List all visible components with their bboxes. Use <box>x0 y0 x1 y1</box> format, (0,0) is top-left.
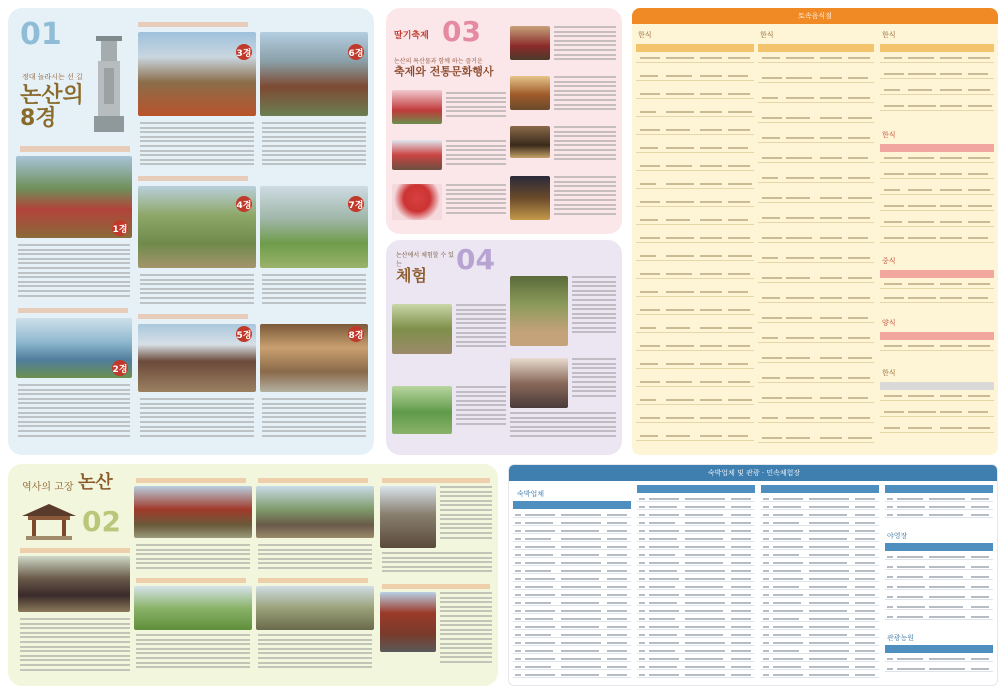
caption-history-6 <box>382 478 490 483</box>
food-section-label: 한식 <box>760 31 774 39</box>
badge-3: 3경 <box>236 44 252 60</box>
caption-history-1 <box>20 548 130 553</box>
food-table-header <box>880 44 994 52</box>
badge-5: 5경 <box>236 326 252 342</box>
food-table-header <box>880 144 994 152</box>
caption-history-2 <box>136 478 246 483</box>
text-view-1 <box>18 244 130 306</box>
food-table-col3a <box>880 54 994 124</box>
lodging-section-label: 관광농원 <box>887 634 915 642</box>
photo-festival-6 <box>510 126 550 158</box>
food-table-col1 <box>636 54 754 450</box>
badge-4: 4경 <box>236 196 252 212</box>
text-history-2 <box>136 544 250 574</box>
caption-view-4 <box>138 176 248 181</box>
pavilion-illustration <box>20 502 78 540</box>
panel-lodging <box>508 464 998 686</box>
panel-title: 축제와 전통문화행사 <box>394 65 494 78</box>
text-history-3 <box>136 634 250 680</box>
photo-history-7 <box>380 592 436 652</box>
food-section-label: 한식 <box>638 31 652 39</box>
statue-illustration <box>90 28 128 138</box>
caption-history-7 <box>382 584 490 589</box>
text-history-7 <box>382 552 492 580</box>
caption-view-3 <box>138 22 248 27</box>
photo-history-3 <box>134 586 252 630</box>
text-view-3 <box>140 122 254 172</box>
photo-history-4 <box>256 486 374 538</box>
panel-title: 논산의 8경 <box>20 83 84 132</box>
caption-view-1 <box>18 308 128 313</box>
food-section-label: 한식 <box>882 369 896 377</box>
food-table-header <box>880 382 994 390</box>
panel-number: 04 <box>456 243 495 276</box>
text-history-8 <box>440 592 492 678</box>
text-experience-5 <box>510 412 616 446</box>
caption-history-3 <box>136 578 246 583</box>
panel-festivals <box>386 8 622 234</box>
food-table-col2 <box>758 54 874 450</box>
text-experience-4 <box>572 358 616 408</box>
food-section-label: 양식 <box>882 319 896 327</box>
text-view-8 <box>262 398 366 446</box>
food-header-title: 토속음식점 <box>798 12 832 20</box>
photo-experience-1 <box>392 304 452 354</box>
photo-festival-2 <box>392 140 442 170</box>
lodging-table-header <box>513 501 631 509</box>
panel-local-food <box>632 8 998 455</box>
lodging-section-label: 숙박업체 <box>517 490 545 498</box>
photo-history-5 <box>256 586 374 630</box>
photo-history-2 <box>134 486 252 538</box>
badge-8: 8경 <box>348 326 364 342</box>
lodging-table-header <box>885 543 993 551</box>
photo-history-1 <box>18 556 130 612</box>
text-experience-2 <box>456 386 506 434</box>
text-festival-1 <box>446 92 506 124</box>
food-section-label: 중식 <box>882 257 896 265</box>
food-section-label: 한식 <box>882 31 896 39</box>
food-table-header <box>636 44 754 52</box>
photo-history-6 <box>380 486 436 548</box>
text-history-1 <box>20 618 130 680</box>
text-festival-5 <box>554 76 616 116</box>
panel-subtitle: 논산에서 체험할 수 있는 <box>396 252 454 268</box>
text-festival-3 <box>446 184 506 220</box>
text-view-5 <box>140 398 254 446</box>
panel-history <box>8 464 498 686</box>
badge-6: 6경 <box>348 44 364 60</box>
text-history-4 <box>258 544 372 574</box>
badge-1: 1경 <box>112 220 128 236</box>
food-header-bar <box>632 8 998 24</box>
text-festival-6 <box>554 126 616 166</box>
text-experience-3 <box>572 276 616 346</box>
lodging-header-title: 숙박업체 및 관광 · 민속체험장 <box>707 469 801 477</box>
lodging-table-header <box>885 645 993 653</box>
caption-history-5 <box>258 578 368 583</box>
text-view-2 <box>18 384 130 446</box>
text-experience-1 <box>456 304 506 354</box>
lodging-table-col4a <box>885 495 993 527</box>
lodging-table-col3 <box>761 495 879 683</box>
intro-caption <box>20 146 130 152</box>
lodging-table-header <box>761 485 879 493</box>
food-table-col3e <box>880 392 994 452</box>
text-festival-4 <box>554 26 616 66</box>
panel-eight-views <box>8 8 374 455</box>
photo-festival-7 <box>510 176 550 220</box>
lodging-table-col2 <box>637 495 755 683</box>
food-table-header <box>880 270 994 278</box>
photo-festival-4 <box>510 26 550 60</box>
text-view-4 <box>140 274 254 310</box>
lodging-section-label: 야영장 <box>887 532 908 540</box>
panel-subtitle: 논산의 특산물과 함께 하는 즐거운 <box>394 58 483 65</box>
panel-number: 03 <box>442 15 481 48</box>
photo-mascot <box>392 184 442 220</box>
food-section-label: 한식 <box>882 131 896 139</box>
panel-title: 체험 <box>396 266 427 285</box>
panel-title-small: 역사의 고장 <box>22 482 74 493</box>
photo-experience-3 <box>510 276 568 346</box>
lodging-table-header <box>637 485 755 493</box>
food-table-col3b <box>880 154 994 250</box>
panel-title-big: 논산 <box>78 472 113 493</box>
photo-experience-4 <box>510 358 568 408</box>
food-table-header <box>880 332 994 340</box>
panel-number: 02 <box>82 505 121 538</box>
badge-2: 2경 <box>112 360 128 376</box>
photo-festival-5 <box>510 76 550 110</box>
lodging-table-header <box>885 485 993 493</box>
photo-experience-2 <box>392 386 452 434</box>
food-table-col3c <box>880 280 994 310</box>
food-table-col3d <box>880 342 994 362</box>
panel-experiences <box>386 240 622 455</box>
panel-subtitle: 정대 놀라시는 선 길 <box>22 73 83 81</box>
text-festival-7 <box>554 176 616 220</box>
lodging-table-col1 <box>513 511 631 683</box>
lodging-table-col4c <box>885 655 993 681</box>
caption-history-4 <box>258 478 368 483</box>
text-history-6 <box>440 486 492 548</box>
lodging-header-bar <box>509 465 998 481</box>
text-festival-2 <box>446 140 506 170</box>
panel-number: 01 <box>20 17 62 52</box>
food-table-header <box>758 44 874 52</box>
text-history-5 <box>258 634 372 680</box>
text-view-7 <box>262 274 366 310</box>
photo-strawberry-festival <box>392 90 442 124</box>
text-view-6 <box>262 122 366 172</box>
lodging-table-col4b <box>885 553 993 625</box>
festival-logo: 딸기축제 <box>394 31 429 41</box>
badge-7: 7경 <box>348 196 364 212</box>
caption-view-5 <box>138 314 248 319</box>
